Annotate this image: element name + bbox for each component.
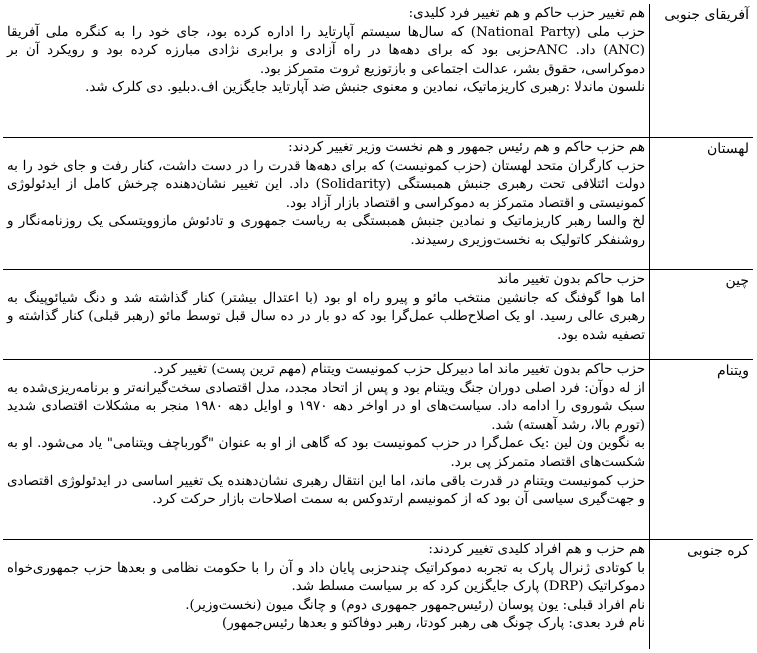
- description-cell: [3, 540, 650, 650]
- country-cell: کره جنوبی: [650, 540, 754, 650]
- paragraph: حزب ملی (National Party) که سال‌ها سیستم آپارتاید را اداره کرده بود، جای خود را به کنگره ملی آفریقا (ANC) داد. ANCحزبی بود که برای دهه‌ها در راه آزادی و برابری نژادی مبارزه کرده بود و رویکرد آن بر دموکراسی، حقوق بشر، عدالت اجتماعی و بازتوزیع ثروت متمرکز بود.: [7, 24, 645, 77]
- paragraph: لخ والسا رهبر کاریزماتیک و نمادین جنبش همبستگی به ریاست جمهوری و تادئوش مازوویتسکی یک روزنامه‌نگار و روشنفکر کاتولیک به نخست‌وزیری رسیدند.: [7, 214, 645, 248]
- paragraph: نلسون ماندلا :رهبری کاریزماتیک، نمادین و معنوی جنبش ضد آپارتاید جایگزین اف.دبلیو. دی کلرک شد.: [85, 80, 645, 96]
- comparison-table: [3, 4, 753, 649]
- paragraph: از له دوآن: فرد اصلی دوران جنگ ویتنام بود و پس از اتحاد مجدد، مدل اقتصادی سخت‌گیرانه‌تر و برنامه‌ریزی‌شده به سبک شوروی را ادامه داد. سیاست‌های او در اواخر دهه ۱۹۷۰ و اوایل دهه ۱۹۸۰ منجر به مشکلات اقتصادی شدید (تورم بالا، رشد آهسته) شد.: [7, 380, 645, 433]
- paragraph: هم حزب و هم افراد کلیدی تغییر کردند:: [428, 542, 645, 557]
- table-row-south-africa: [3, 4, 753, 138]
- paragraph: حزب حاکم بدون تغییر ماند اما دبیرکل حزب کمونیست ویتنام (مهم ترین پست) تغییر کرد.: [153, 362, 645, 377]
- table-row-china: [3, 270, 753, 360]
- table-row-vietnam: [3, 360, 753, 540]
- country-cell: لهستان: [650, 138, 754, 270]
- country-cell: ویتنام: [650, 360, 754, 540]
- paragraph: نام فرد بعدی: پارک چونگ هی رهبر کودتا، رهبر دوفاکتو و بعدها رئیس‌جمهور): [222, 616, 645, 632]
- paragraph: اما هوا گوفنگ که جانشین منتخب مائو و پیرو راه او بود (با اعتدال بیشتر) کنار گذاشته شد و دنگ شیائوپینگ به رهبری عالی رسید. او یک اصلاح‌طلب عمل‌گرا بود که دو بار در ده سال قبل توسط مائو (رهبر قبلی) کنار گذاشته و تصفیه شده بود.: [7, 290, 645, 343]
- paragraph: هم تغییر حزب حاکم و هم تغییر فرد کلیدی:: [408, 6, 645, 21]
- description-cell: [3, 138, 650, 270]
- description-cell: [3, 360, 650, 540]
- paragraph: حزب کمونیست ویتنام در قدرت باقی ماند، اما این انتقال رهبری نشان‌دهنده یک تغییر اساسی در ایدئولوژی اقتصادی و جهت‌گیری سیاسی آن بود که از کمونیسم ارتدوکس به سمت اصلاحات بازار حرکت کرد.: [7, 473, 645, 508]
- table-row-poland: [3, 138, 753, 270]
- paragraph: نام افراد قبلی: یون پوسان (رئیس‌جمهور جمهوری دوم) و چانگ میون (نخست‌وزیر).: [185, 597, 645, 613]
- paragraph: هم حزب حاکم و هم رئیس جمهور و هم نخست وزیر تغییر کردند:: [288, 140, 645, 155]
- paragraph: به نگوین ون لین :یک عمل‌گرا در حزب کمونیست بود که گاهی از او به عنوان "گورباچف ویتنامی" یاد می‌شود. او به شکست‌های اقتصاد متمرکز پی برد.: [7, 436, 645, 470]
- description-cell: [3, 4, 650, 138]
- country-cell: چین: [650, 270, 754, 360]
- paragraph: با کوتادی ژنرال پارک به تجربه دموکراتیک چندحزبی پایان داد و آن را با حکومت نظامی و بعدها حزب جمهوری‌خواه دموکراتیک (DRP) پارک جایگزین کرد که بر سیاست مسلط شد.: [7, 560, 645, 595]
- description-cell: [3, 270, 650, 360]
- paragraph: حزب حاکم بدون تغییر ماند: [497, 272, 645, 287]
- table-row-south-korea: [3, 540, 753, 650]
- paragraph: حزب کارگران متحد لهستان (حزب کمونیست) که برای دهه‌ها قدرت را در دست داشت، کنار رفت و جای خود را به دولت ائتلافی تحت رهبری جنبش همبستگی (Solidarity) داد. این تغییر نشان‌دهنده چرخش کامل از ایدئولوژی کمونیستی و اقتصاد متمرکز به دموکراسی و اقتصاد بازار آزاد بود.: [7, 158, 645, 211]
- country-cell: آفریقای جنوبی: [650, 4, 754, 138]
